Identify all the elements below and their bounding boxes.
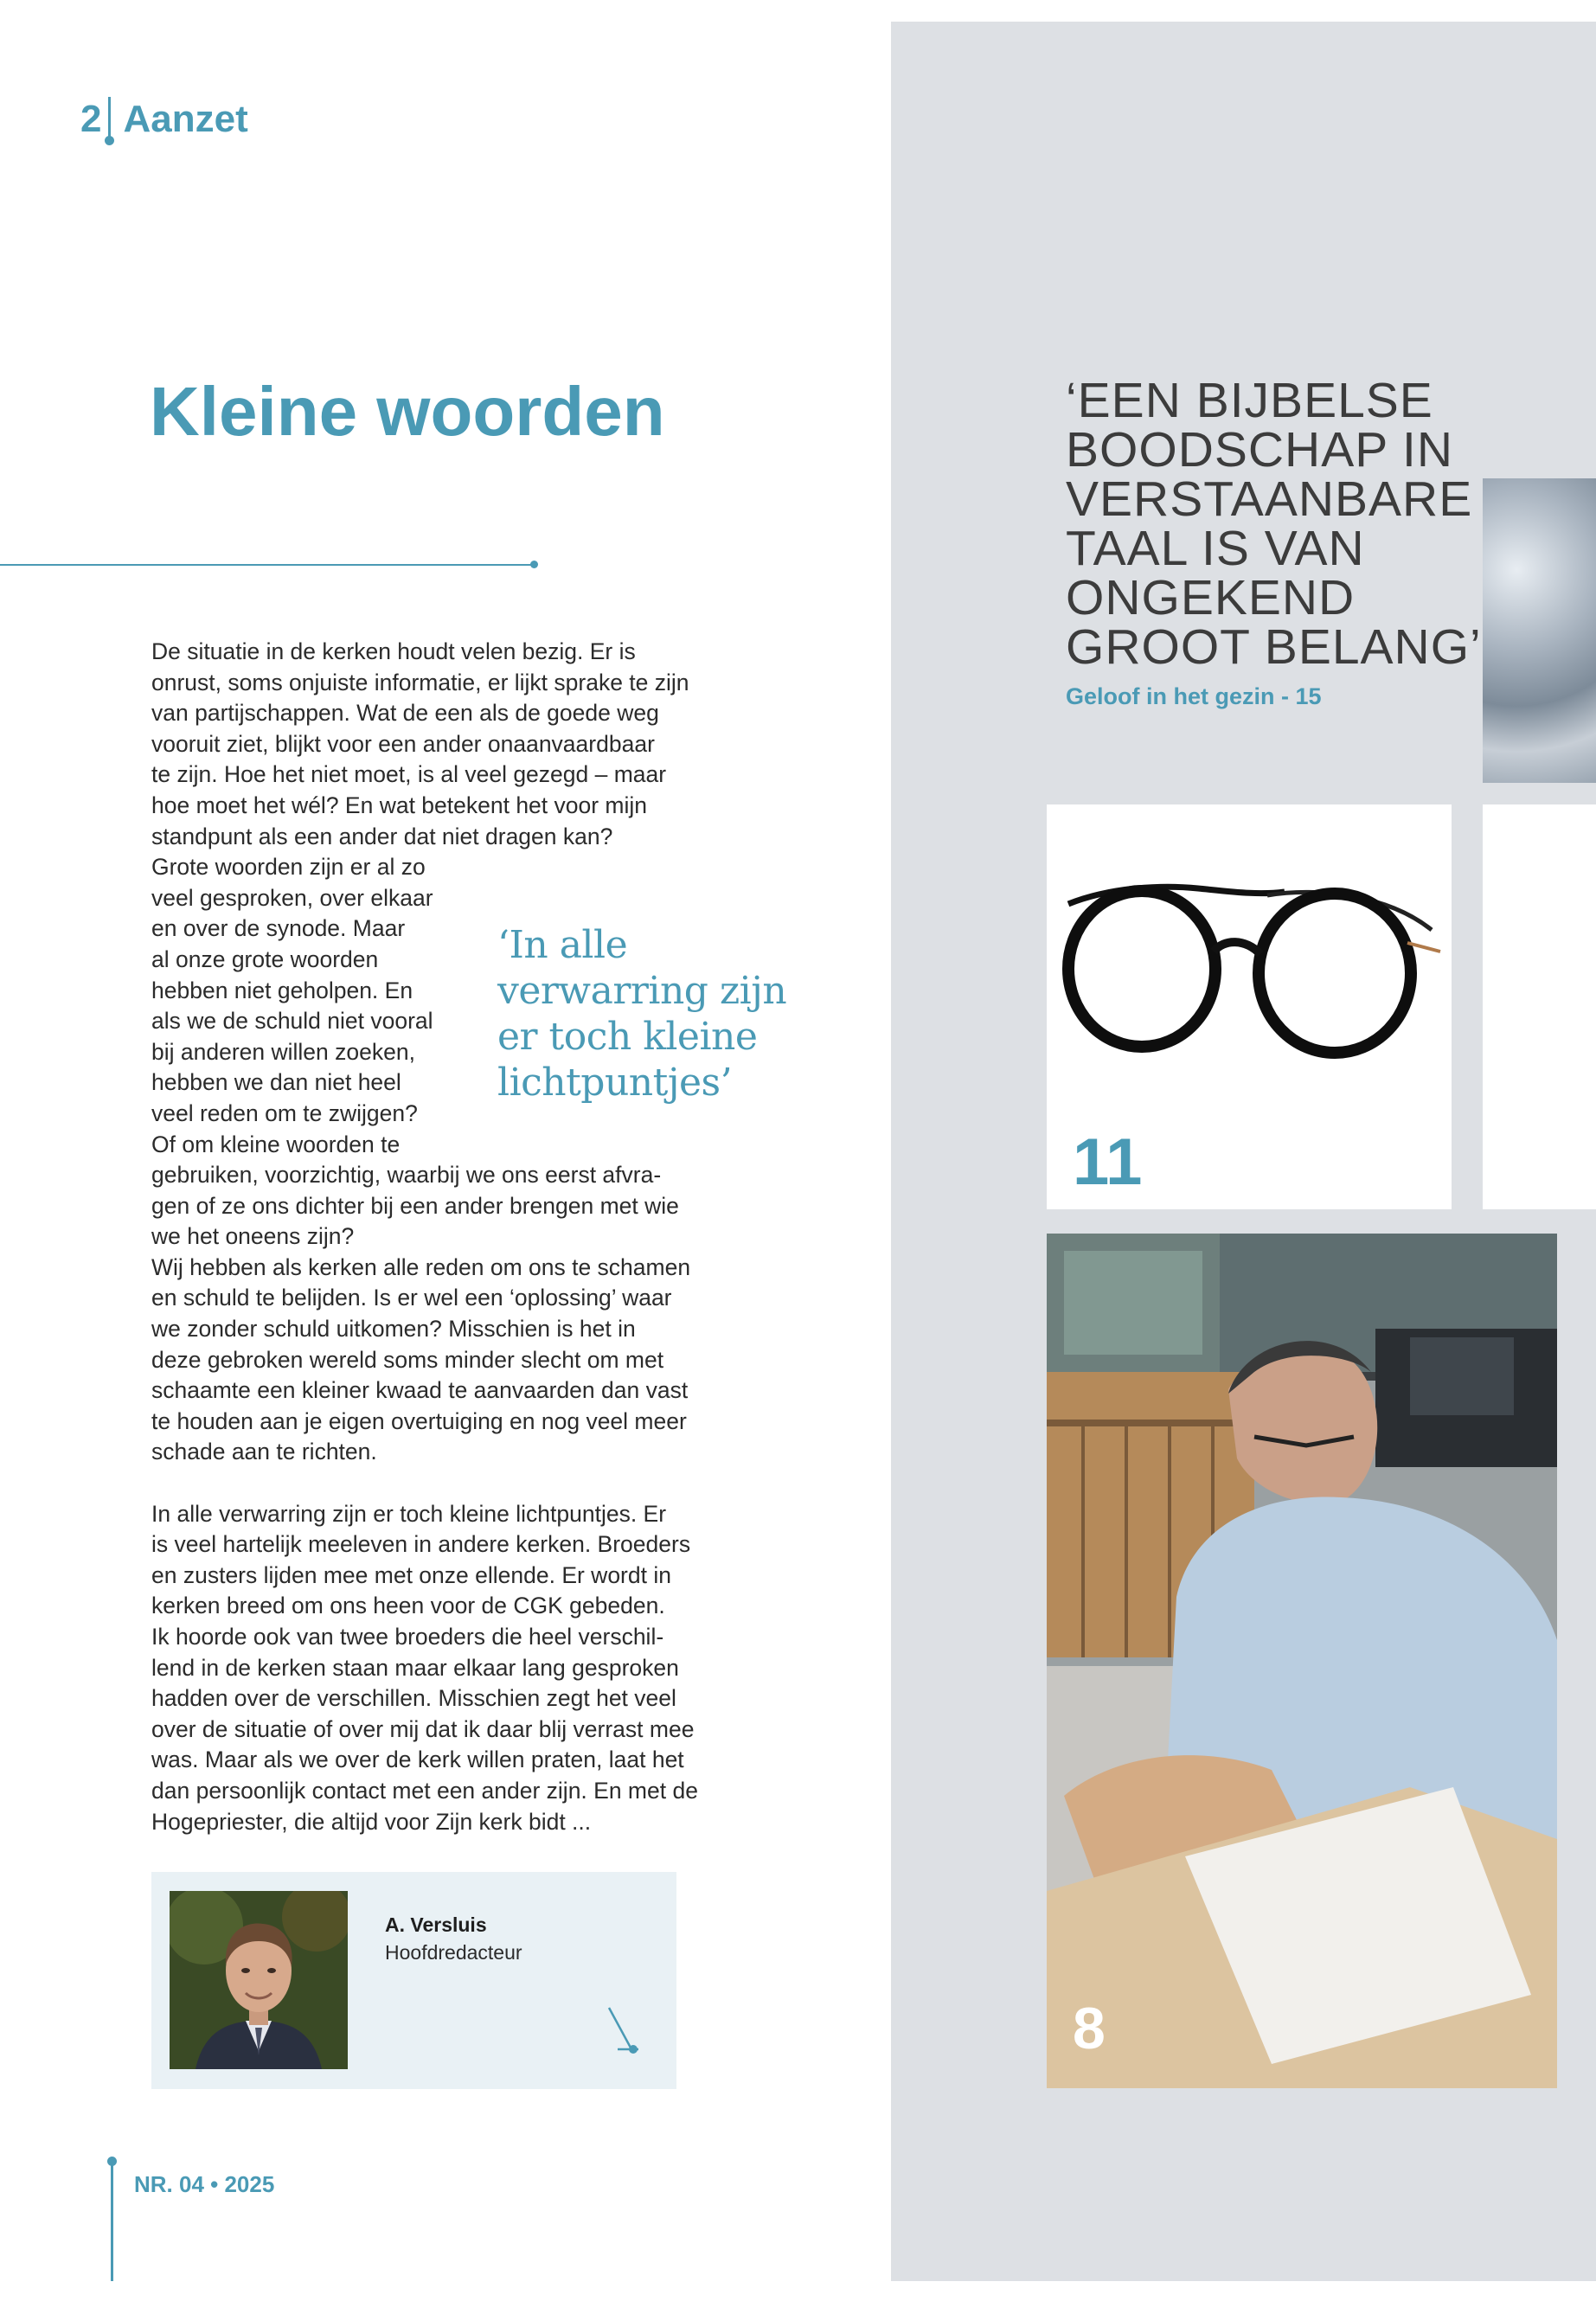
- body-line: onrust, soms onjuiste informatie, er lijkt sprake te zijn: [151, 669, 689, 695]
- title-rule: [0, 564, 535, 566]
- sidebar-quote-line: VERSTAANBARE: [1066, 471, 1473, 527]
- page-number: 2: [80, 98, 102, 140]
- paragraph-2: [151, 1499, 698, 1838]
- teaser-page-number: 8: [1073, 1996, 1106, 2061]
- header-separator: [108, 97, 111, 142]
- body-line: Wij hebben als kerken alle reden om ons te schamen: [151, 1253, 691, 1280]
- author-role: Hoofdredacteur: [385, 1941, 522, 1964]
- body-line: we het oneens zijn?: [151, 1223, 355, 1250]
- body-line: veel gesproken, over elkaar: [151, 884, 433, 911]
- pull-quote-line: lichtpuntjes’: [497, 1061, 733, 1105]
- pull-quote-line: er toch kleine: [497, 1015, 758, 1059]
- teaser-card-partial[interactable]: [1483, 804, 1596, 1209]
- teaser-card-glasses[interactable]: [1047, 804, 1452, 1209]
- sidebar-quote-line: BOODSCHAP IN: [1066, 422, 1454, 478]
- body-line: vooruit ziet, blijkt voor een ander onaanvaardbaar: [151, 730, 655, 757]
- sidebar-quote-line: TAAL IS VAN: [1066, 521, 1365, 576]
- body-line: bij anderen willen zoeken,: [151, 1038, 415, 1065]
- author-name: A. Versluis: [385, 1913, 487, 1936]
- body-line: Hogepriester, die altijd voor Zijn kerk bidt ...: [151, 1808, 592, 1835]
- article-title: Kleine woorden: [150, 373, 665, 450]
- body-line: en schuld te belijden. Is er wel een ‘oplossing’ waar: [151, 1285, 672, 1311]
- body-line: hebben we dan niet heel: [151, 1069, 401, 1096]
- body-line: als we de schuld niet vooral: [151, 1008, 433, 1035]
- body-line: veel reden om te zwijgen?: [151, 1099, 418, 1126]
- sidebar-quote-line: ONGEKEND: [1066, 570, 1356, 625]
- page-header: [80, 93, 248, 145]
- pull-quote-line: verwarring zijn: [497, 969, 787, 1013]
- body-line: Ik hoorde ook van twee broeders die heel verschil-: [151, 1624, 664, 1650]
- body-line: schaamte een kleiner kwaad te aanvaarden dan vast: [151, 1377, 689, 1404]
- body-line: hebben niet geholpen. En: [151, 977, 413, 1003]
- body-line: kerken breed om ons heen voor de CGK gebeden.: [151, 1593, 665, 1619]
- body-line: Of om kleine woorden te: [151, 1131, 401, 1157]
- body-line: schade aan te richten.: [151, 1439, 377, 1465]
- author-box: [151, 1872, 676, 2089]
- body-line: en zusters lijden mee met onze ellende. Er wordt in: [151, 1561, 671, 1588]
- body-line: te zijn. Hoe het niet moet, is al veel gezegd – maar: [151, 761, 667, 788]
- body-line: standpunt als een ander dat niet dragen kan?: [151, 823, 613, 849]
- body-line: gen of ze ons dichter bij een ander brengen met wie: [151, 1192, 679, 1219]
- footer-rule: [111, 2160, 113, 2281]
- teaser-page-number: 11: [1073, 1125, 1143, 1199]
- body-line: dan persoonlijk contact met een ander zijn. En met de: [151, 1777, 698, 1804]
- sparkle-image[interactable]: [1483, 478, 1596, 783]
- body-line: hadden over de verschillen. Misschien zegt het veel: [151, 1685, 676, 1712]
- body-line: we zonder schuld uitkomen? Misschien is het in: [151, 1316, 636, 1343]
- body-line: hoe moet het wél? En wat betekent het voor mijn: [151, 792, 648, 818]
- pull-quote: [497, 922, 786, 1106]
- teaser-card-photo[interactable]: [1047, 1234, 1557, 2088]
- body-line: De situatie in de kerken houdt velen bezig. Er is: [151, 638, 636, 664]
- issue-number: NR. 04 • 2025: [134, 2171, 275, 2197]
- sidebar-quote-line: GROOT BELANG’: [1066, 619, 1482, 675]
- sidebar-quote-line: ‘EEN BIJBELSE: [1066, 373, 1433, 428]
- glasses-icon: [1060, 869, 1445, 1068]
- body-line: lend in de kerken staan maar elkaar lang gesproken: [151, 1654, 679, 1681]
- body-line: en over de synode. Maar: [151, 915, 406, 942]
- pull-quote-line: ‘In alle: [497, 923, 628, 967]
- author-photo: [170, 1891, 348, 2069]
- article-body: [151, 637, 698, 1837]
- sidebar-quote-reference[interactable]: Geloof in het gezin - 15: [1066, 683, 1322, 709]
- body-line: Grote woorden zijn er al zo: [151, 854, 426, 881]
- body-line: van partijschappen. Wat de een als de goede weg: [151, 700, 659, 727]
- body-line: In alle verwarring zijn er toch kleine lichtpuntjes. Er: [151, 1500, 667, 1527]
- section-label: Aanzet: [123, 98, 248, 140]
- sidebar-quote[interactable]: [1066, 373, 1482, 675]
- body-line: deze gebroken wereld soms minder slecht om met: [151, 1346, 664, 1373]
- signature-mark-icon: [606, 2006, 640, 2058]
- body-line: te houden aan je eigen overtuiging en nog veel meer: [151, 1407, 687, 1434]
- body-line: gebruiken, voorzichtig, waarbij we ons eerst afvra-: [151, 1162, 662, 1189]
- body-line: over de situatie of over mij dat ik daar blij verrast mee: [151, 1715, 695, 1742]
- body-line: was. Maar als we over de kerk willen praten, laat het: [151, 1747, 684, 1773]
- body-line: al onze grote woorden: [151, 945, 379, 972]
- archive-photo: [1047, 1234, 1557, 2088]
- body-line: is veel hartelijk meeleven in andere kerken. Broeders: [151, 1531, 691, 1558]
